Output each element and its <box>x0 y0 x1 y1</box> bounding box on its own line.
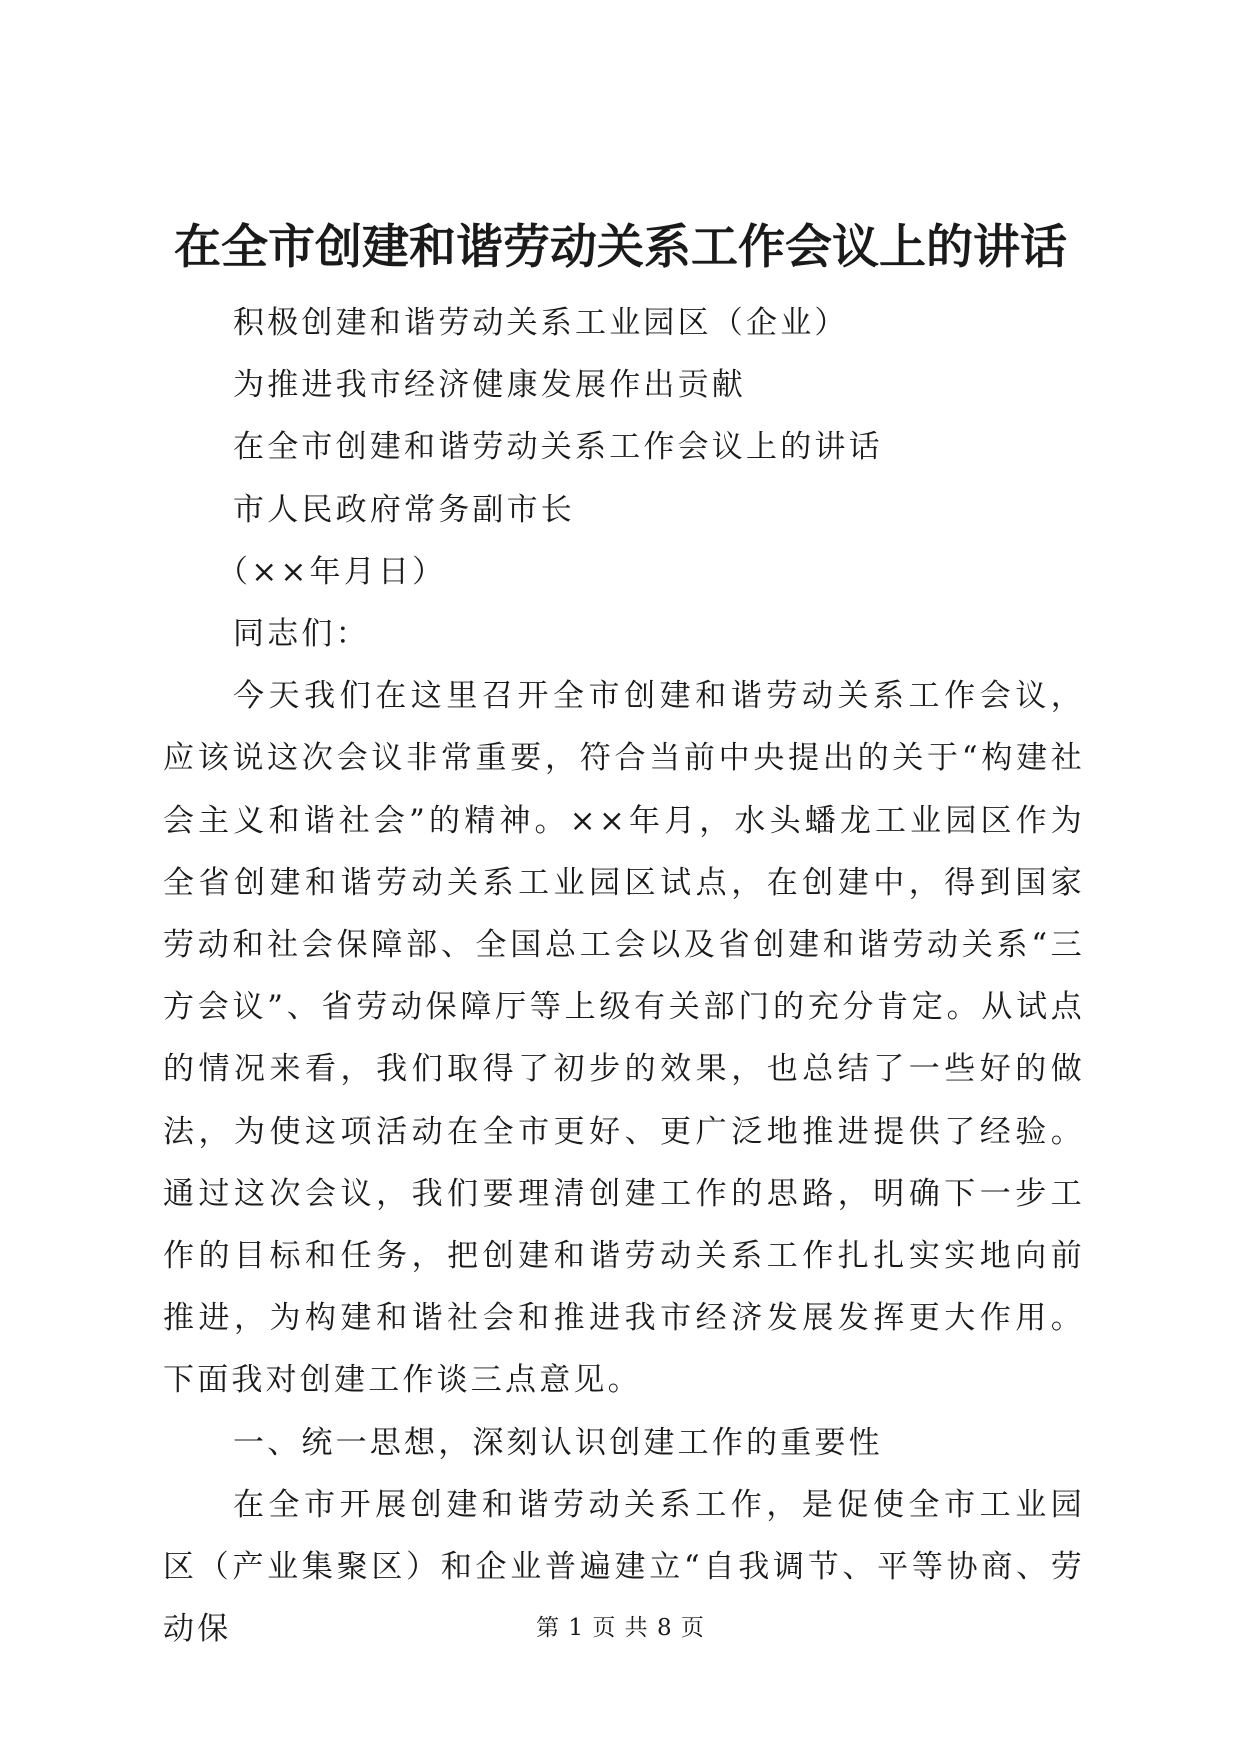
subtitle-line-3: 在全市创建和谐劳动关系工作会议上的讲话 <box>233 429 883 466</box>
speaker-title: 市人民政府常务副市长 <box>233 491 575 528</box>
subtitle-line-1: 积极创建和谐劳动关系工业园区（企业） <box>233 305 849 341</box>
page-footer: 第 1 页 共 8 页 <box>536 1615 705 1641</box>
date-line: （××年月日） <box>217 553 447 590</box>
section-heading-1: 一、统一思想，深刻认识创建工作的重要性 <box>233 1424 883 1461</box>
subtitle-line-2: 为推进我市经济健康发展作出贡献 <box>233 367 746 404</box>
salutation: 同志们： <box>233 616 370 653</box>
paragraph-1: 今天我们在这里召开全市创建和谐劳动关系工作会议，应该说这次会议非常重要，符合当前中央提出的关于“构建社会主义和谐社会”的精神。××年月，水头蟠龙工业园区作为全省创建和谐劳动关系工业园区试点，在创建中，得到国家劳动和社会保障部、全国总工会以及省创建和谐劳动关系“三方会议”、省劳动保障厅等上级有关部门的充分肯定。从试点的情况来看，我们取得了初步的效果，也总结了一些好的做法，为使这项活动在全市更好、更广泛地推进提供了经验。通过这次会议，我们要理清创建工作的思路，明确下一步工作的目标和任务，把创建和谐劳动关系工作扎扎实实地向前推进，为构建和谐社会和推进我市经济发展发挥更大作用。下面我对创建工作谈三点意见。 <box>163 678 1085 1399</box>
paragraph-2: 在全市开展创建和谐劳动关系工作，是促使全市工业园区（产业集聚区）和企业普遍建立“自我调节、平等协商、劳动保 <box>163 1486 1085 1648</box>
document-body <box>163 292 1085 1660</box>
document-title: 在全市创建和谐劳动关系工作会议上的讲话 <box>174 220 1067 275</box>
